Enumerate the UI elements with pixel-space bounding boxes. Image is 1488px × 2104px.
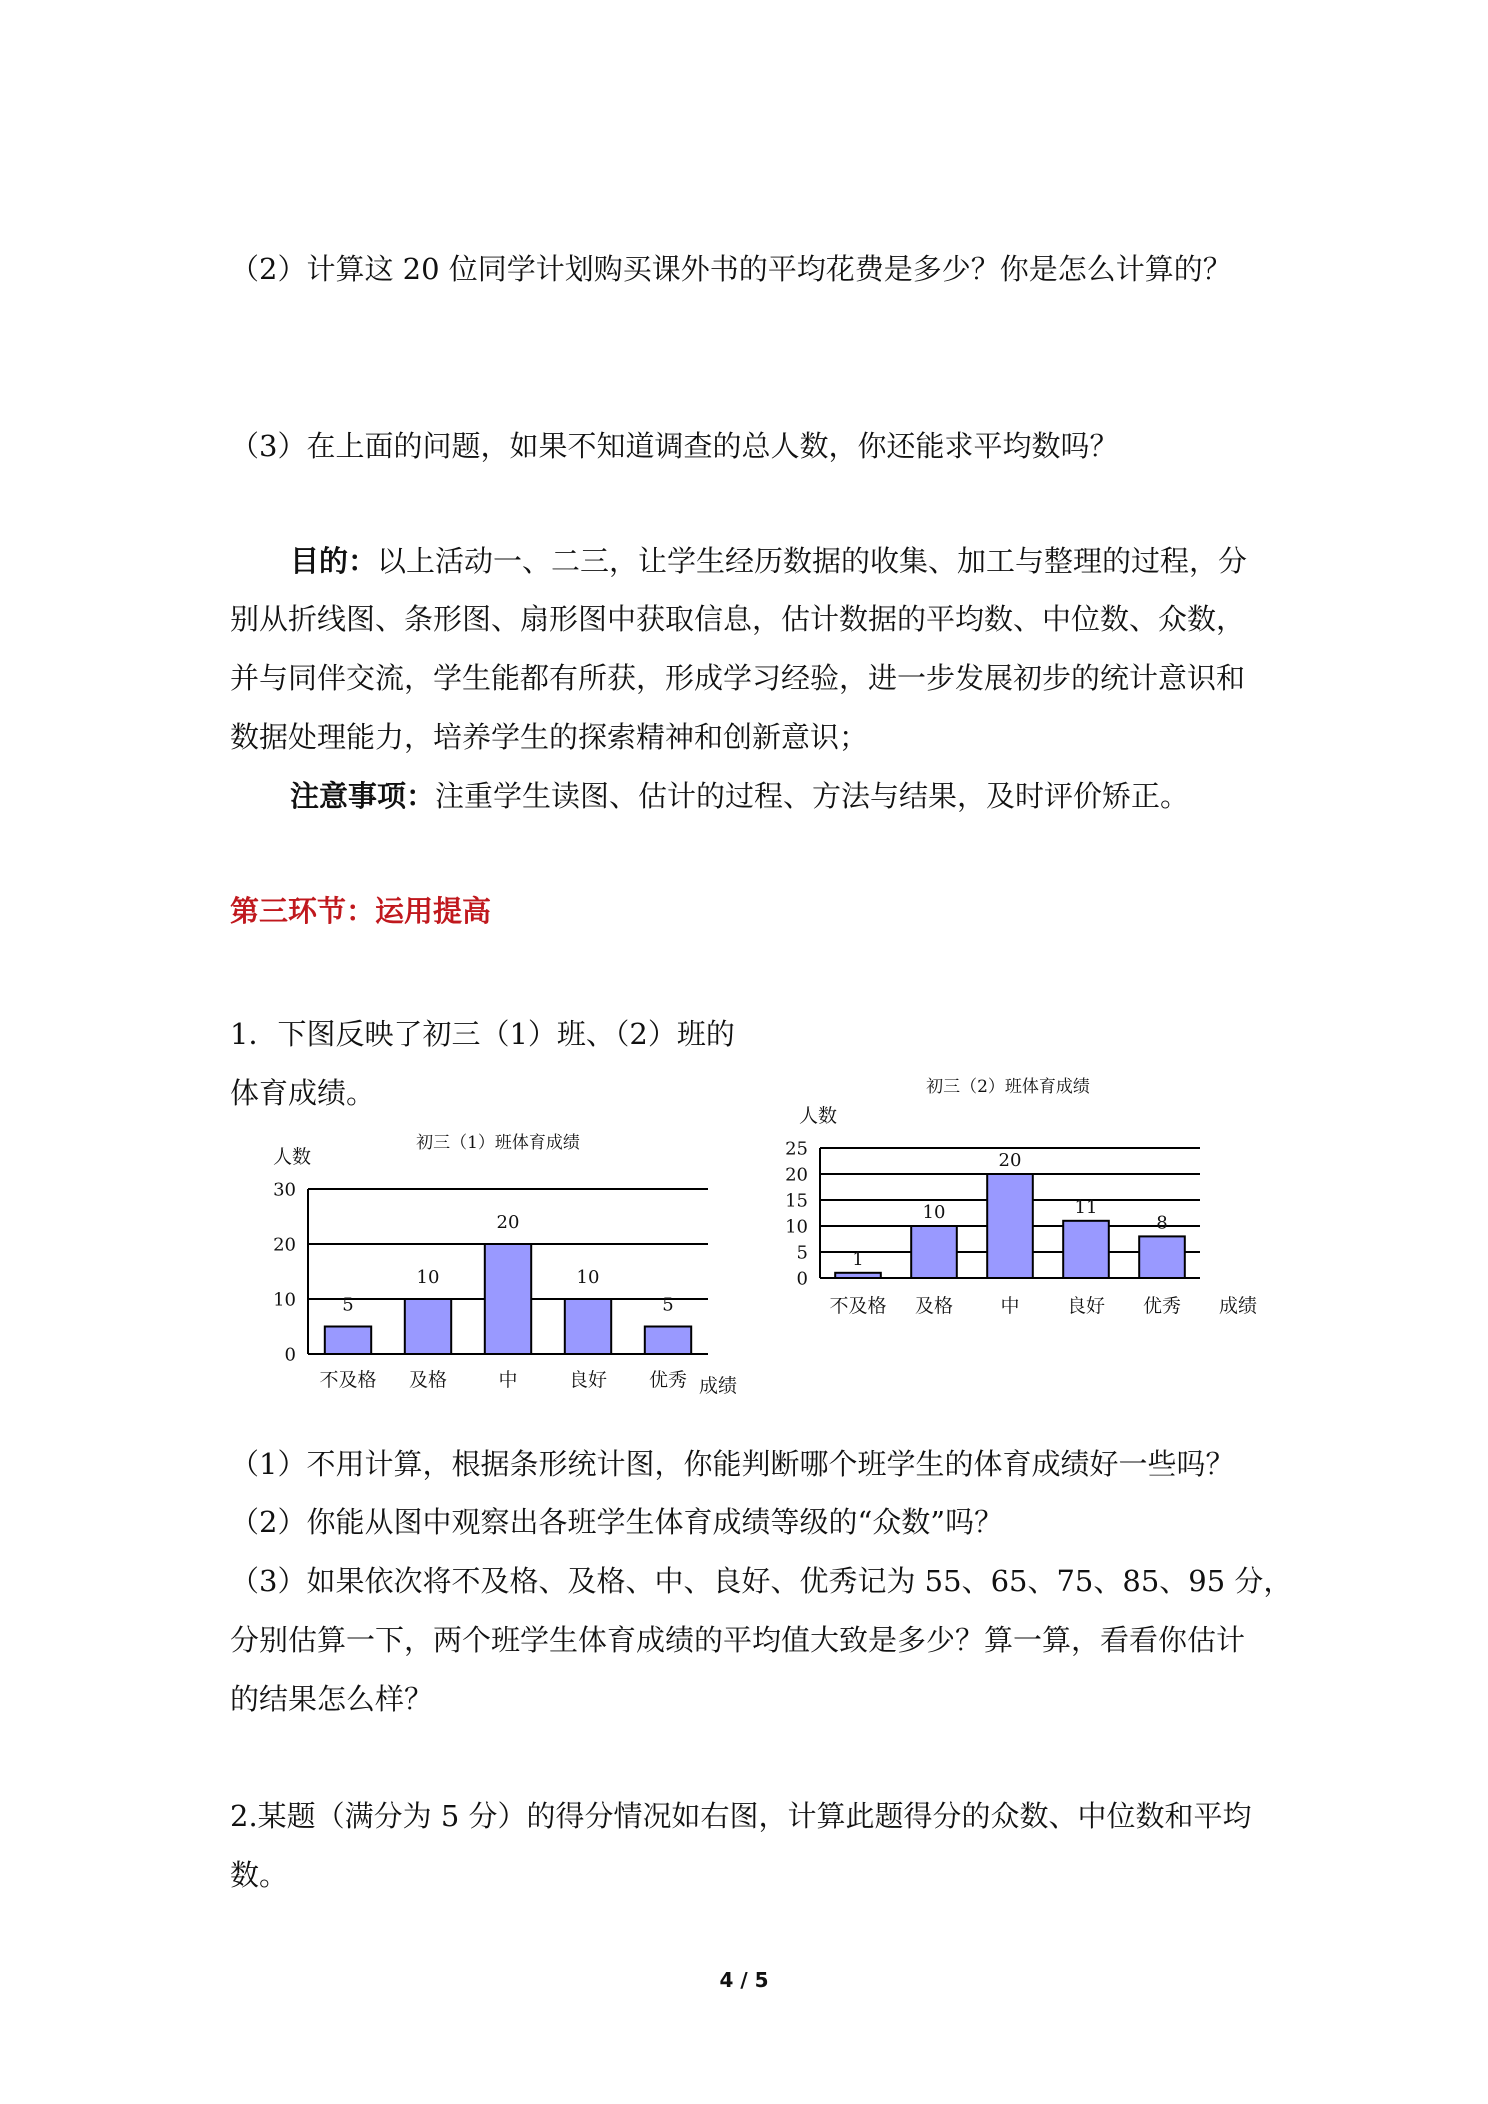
- chart1-x-tick-label: 优秀: [648, 1369, 688, 1391]
- chart-class2-svg: [776, 1060, 1276, 1320]
- chart1-data-label: 5: [662, 1294, 674, 1316]
- chart2-y-tick-label: 20: [785, 1164, 808, 1186]
- chart2-data-label: 20: [998, 1150, 1022, 1171]
- purpose-line-4: 数据处理能力，培养学生的探索精神和创新意识；: [230, 720, 869, 754]
- chart1-x-tick-label: 及格: [408, 1369, 448, 1391]
- chart1-y-tick-label: 10: [273, 1289, 296, 1311]
- chart2-bar: [1063, 1221, 1109, 1278]
- problem2-line-2: 数。: [230, 1858, 289, 1892]
- problem2-line-1: 2.某题（满分为 5 分）的得分情况如右图，计算此题得分的众数、中位数和平均: [230, 1799, 1252, 1833]
- notes-text: 注重学生读图、估计的过程、方法与结果，及时评价矫正。: [435, 779, 1190, 813]
- purpose-text-1: 以上活动一、二三，让学生经历数据的收集、加工与整理的过程，分: [377, 544, 1248, 578]
- chart2-y-tick-label: 15: [785, 1190, 808, 1212]
- notes-line: [290, 776, 1189, 816]
- chart1-x-tick-label: 中: [498, 1369, 518, 1391]
- chart1-data-label: 5: [342, 1294, 354, 1316]
- chart2-title: 初三（2）班体育成绩: [926, 1077, 1090, 1097]
- chart2-bar: [987, 1174, 1033, 1278]
- purpose-line-1: [290, 541, 1247, 581]
- sub-question-2: （2）你能从图中观察出各班学生体育成绩等级的“众数”吗？: [230, 1505, 1004, 1539]
- line-q3: （3）在上面的问题，如果不知道调查的总人数，你还能求平均数吗？: [230, 429, 1119, 463]
- chart-class1: [240, 1110, 760, 1410]
- purpose-line-3: 并与同伴交流，学生能都有所获，形成学习经验，进一步发展初步的统计意识和: [230, 661, 1246, 695]
- chart-class2: [776, 1060, 1276, 1320]
- chart-class1-svg: [240, 1110, 760, 1410]
- notes-label: 注意事项：: [290, 779, 436, 813]
- chart2-data-label: 8: [1156, 1212, 1168, 1234]
- problem1-line-2: 体育成绩。: [230, 1076, 376, 1110]
- line-q2: （2）计算这 20 位同学计划购买课外书的平均花费是多少？你是怎么计算的？: [230, 252, 1232, 286]
- sub-question-3-line-2: 分别估算一下，两个班学生体育成绩的平均值大致是多少？算一算，看看你估计: [230, 1623, 1246, 1657]
- chart2-x-axis-label: 成绩: [1218, 1295, 1258, 1317]
- chart2-data-label: 10: [922, 1202, 946, 1223]
- chart2-x-tick-label: 中: [1000, 1295, 1020, 1317]
- chart2-bar: [1139, 1236, 1185, 1278]
- chart2-x-tick-label: 不及格: [829, 1295, 887, 1317]
- chart2-x-tick-label: 及格: [914, 1295, 954, 1317]
- page-number: 4 / 5: [719, 1968, 769, 1992]
- purpose-label: 目的：: [290, 544, 378, 578]
- chart2-y-axis-label: 人数: [798, 1105, 838, 1127]
- chart2-data-label: 1: [852, 1248, 864, 1270]
- chart1-x-axis-label: 成绩: [698, 1375, 738, 1397]
- chart1-data-label: 20: [496, 1212, 520, 1233]
- sub-question-3-line-3: 的结果怎么样？: [230, 1682, 434, 1716]
- chart1-y-tick-label: 20: [273, 1234, 296, 1256]
- chart2-x-tick-label: 良好: [1066, 1295, 1106, 1317]
- chart1-x-tick-label: 良好: [568, 1369, 608, 1391]
- chart1-bar: [565, 1299, 611, 1354]
- chart2-data-label: 11: [1074, 1196, 1098, 1218]
- sub-question-1: （1）不用计算，根据条形统计图，你能判断哪个班学生的体育成绩好一些吗？: [230, 1447, 1235, 1481]
- chart1-data-label: 10: [416, 1267, 440, 1288]
- chart2-y-tick-label: 5: [796, 1242, 808, 1264]
- chart1-y-axis-label: 人数: [272, 1146, 312, 1168]
- chart1-bar: [405, 1299, 451, 1354]
- sub-question-3-line-1: （3）如果依次将不及格、及格、中、良好、优秀记为 55、65、75、85、95 分，: [230, 1564, 1293, 1598]
- chart1-y-tick-label: 0: [284, 1344, 296, 1366]
- chart1-data-label: 10: [576, 1267, 600, 1288]
- problem1-line-1: 1．下图反映了初三（1）班、（2）班的: [230, 1017, 735, 1051]
- chart1-x-tick-label: 不及格: [319, 1369, 377, 1391]
- chart2-bar: [911, 1226, 957, 1278]
- chart1-bar: [645, 1327, 691, 1355]
- purpose-line-2: 别从折线图、条形图、扇形图中获取信息，估计数据的平均数、中位数、众数，: [230, 602, 1246, 636]
- section-title: 第三环节：运用提高: [230, 894, 492, 928]
- chart2-y-tick-label: 0: [796, 1268, 808, 1290]
- chart2-y-tick-label: 25: [785, 1138, 808, 1160]
- chart2-x-tick-label: 优秀: [1142, 1295, 1182, 1317]
- chart1-title: 初三（1）班体育成绩: [416, 1133, 580, 1153]
- chart1-y-tick-label: 30: [273, 1179, 296, 1201]
- chart2-bar: [835, 1273, 881, 1278]
- chart2-y-tick-label: 10: [785, 1216, 808, 1238]
- chart1-bar: [485, 1244, 531, 1354]
- chart1-bar: [325, 1327, 371, 1355]
